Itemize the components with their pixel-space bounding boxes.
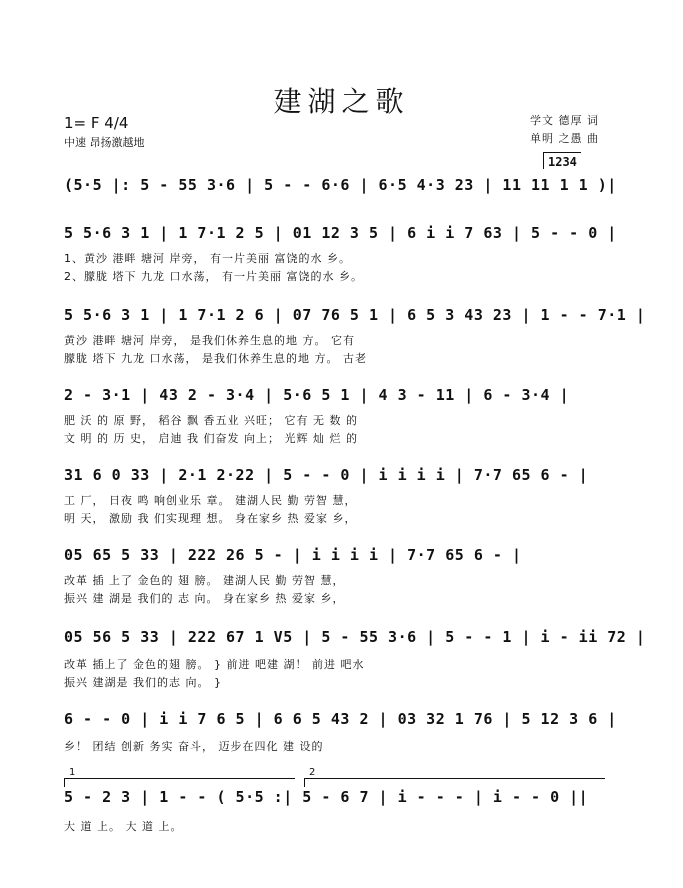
notation-line: 2 - 3·1 | 43 2 - 3·4 | 5·6 5 1 | 4 3 - 11 | 6 - 3·4 | (64, 386, 570, 404)
key-signature: 1= F 4/4 (64, 114, 129, 132)
lyric-verse-1: 黄沙 港畔 塘河 岸旁， 是我们休养生息的地 方。 它有 (64, 334, 355, 347)
lyric-verse-1: 乡！ 团结 创新 务实 奋斗， 迈步在四化 建 设的 (64, 740, 324, 753)
notation-line: 5 5·6 3 1 | 1 7·1 2 6 | 07 76 5 1 | 6 5 3 43 23 | 1 - - 7·1 | (64, 306, 646, 324)
lyric-verse-1: 改革 插上了 金色的翅 膀。 } 前进 吧建 湖！ 前进 吧水 (64, 658, 365, 671)
lyric-verse-2: 振兴 建湖是 我们的志 向。 } (64, 676, 222, 689)
lyric-verse-2: 振兴 建 湖是 我们的 志 向。 身在家乡 热 爱家 乡， (64, 592, 345, 605)
composer-credit: 单明 之愚 曲 (530, 132, 599, 145)
lyric-verse-1: 肥 沃 的 原 野， 稻谷 飘 香五业 兴旺； 它有 无 数 的 (64, 414, 358, 427)
lyric-verse-1: 工 厂， 日夜 鸣 响创业乐 章。 建湖人民 勤 劳智 慧， (64, 494, 357, 507)
lyric-verse-2: 2、朦胧 塔下 九龙 口水荡， 有一片美丽 富饶的水 乡。 (64, 270, 363, 283)
volta-bracket-2: 2 (304, 778, 605, 787)
lyric-verse-1: 改革 插 上了 金色的 翅 膀。 建湖人民 勤 劳智 慧， (64, 574, 345, 587)
song-title: 建湖之歌 (273, 85, 410, 118)
volta-repeat-box: 1234 (543, 152, 581, 169)
notation-line: (5·5 |: 5 - 55 3·6 | 5 - - 6·6 | 6·5 4·3 23 | 11 11 1 1 )| (64, 176, 617, 194)
notation-line: 6 - - 0 | i i 7 6 5 | 6 6 5 43 2 | 03 32 1 76 | 5 12 3 6 | (64, 710, 617, 728)
notation-line: 5 5·6 3 1 | 1 7·1 2 5 | 01 12 3 5 | 6 i i 7 63 | 5 - - 0 | (64, 224, 617, 242)
tempo-marking: 中速 昂扬激越地 (64, 136, 145, 149)
notation-line: 5 - 2 3 | 1 - - ( 5·5 :| 5 - 6 7 | i - - - | i - - 0 || (64, 788, 589, 806)
notation-line: 05 56 5 33 | 222 67 1 V5 | 5 - 55 3·6 | 5 - - 1 | i - ii 72 | (64, 628, 646, 646)
notation-line: 05 65 5 33 | 222 26 5 - | i i i i | 7·7 65 6 - | (64, 546, 522, 564)
lyric-verse-2: 朦胧 塔下 九龙 口水荡， 是我们休养生息的地 方。 古老 (64, 352, 367, 365)
volta-bracket-1: 1 (64, 778, 295, 787)
lyric-verse-2: 明 天， 激励 我 们实现理 想。 身在家乡 热 爱家 乡， (64, 512, 357, 525)
notation-line: 31 6 0 33 | 2·1 2·22 | 5 - - 0 | i i i i | 7·7 65 6 - | (64, 466, 589, 484)
lyric-verse-1: 大 道 上。 大 道 上。 (64, 820, 183, 833)
lyric-verse-2: 文 明 的 历 史， 启迪 我 们奋发 向上； 光辉 灿 烂 的 (64, 432, 358, 445)
lyric-verse-1: 1、黄沙 港畔 塘河 岸旁， 有一片美丽 富饶的水 乡。 (64, 252, 351, 265)
lyricist-credit: 学文 德厚 词 (530, 114, 599, 127)
